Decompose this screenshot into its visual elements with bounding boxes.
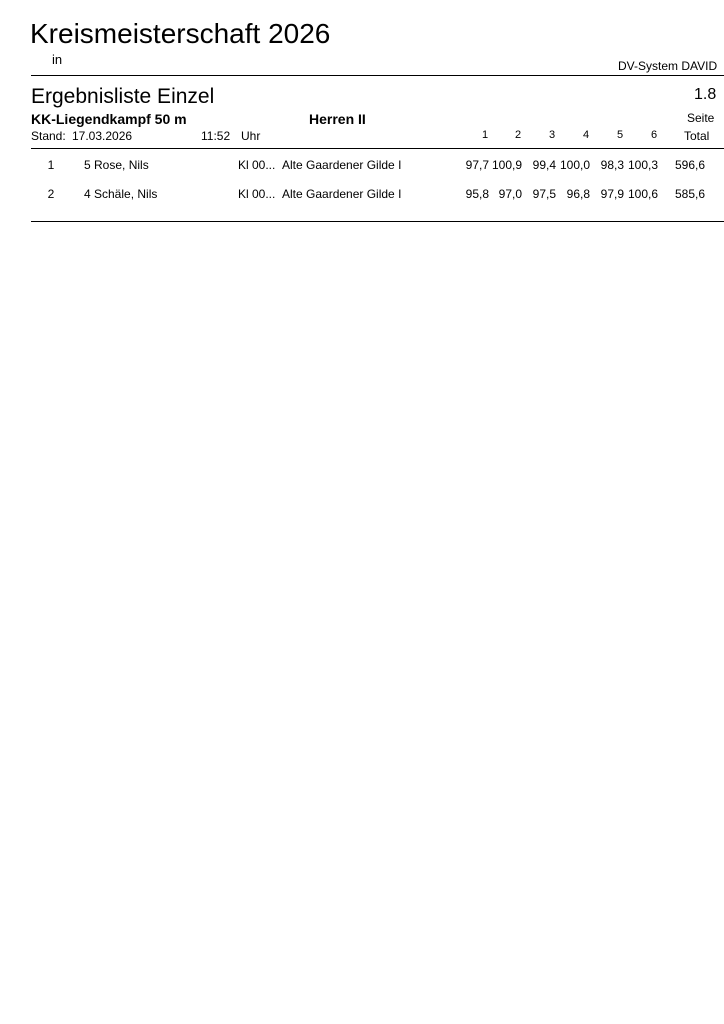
series-5-cell: 98,3 bbox=[600, 158, 624, 172]
stand-date: 17.03.2026 bbox=[72, 129, 133, 143]
series-6-cell: 100,3 bbox=[627, 158, 658, 172]
divider bbox=[31, 221, 724, 222]
page-title: Kreismeisterschaft 2026 bbox=[30, 18, 331, 49]
series-6-cell: 100,6 bbox=[627, 187, 658, 201]
divider bbox=[31, 75, 724, 76]
club-code-cell: Kl 00... bbox=[238, 158, 276, 172]
rank-cell: 1 bbox=[47, 158, 55, 172]
series-3-cell: 97,5 bbox=[532, 187, 556, 201]
series-header-3: 3 bbox=[548, 129, 556, 141]
page-number-label: Seite bbox=[687, 111, 715, 125]
series-4-cell: 100,0 bbox=[559, 158, 590, 172]
location-label: in bbox=[52, 52, 63, 67]
divider bbox=[31, 148, 724, 149]
total-header: Total bbox=[684, 129, 710, 143]
club-code-cell: Kl 00... bbox=[238, 187, 276, 201]
total-cell: 585,6 bbox=[674, 187, 705, 201]
club-cell: Alte Gaardener Gilde I bbox=[282, 187, 402, 201]
system-label: DV-System DAVID bbox=[618, 59, 718, 73]
series-header-1: 1 bbox=[481, 129, 489, 141]
total-cell: 596,6 bbox=[674, 158, 705, 172]
class-label: Herren II bbox=[309, 111, 366, 127]
series-1-cell: 95,8 bbox=[465, 187, 489, 201]
series-header-2: 2 bbox=[514, 129, 522, 141]
club-cell: Alte Gaardener Gilde I bbox=[282, 158, 402, 172]
series-5-cell: 97,9 bbox=[600, 187, 624, 201]
series-header-5: 5 bbox=[616, 129, 624, 141]
series-header-6: 6 bbox=[650, 129, 658, 141]
series-3-cell: 99,4 bbox=[532, 158, 556, 172]
series-1-cell: 97,7 bbox=[465, 158, 489, 172]
series-4-cell: 96,8 bbox=[566, 187, 590, 201]
stand-time: 11:52 bbox=[201, 129, 231, 143]
series-header-4: 4 bbox=[582, 129, 590, 141]
stand-label: Stand: bbox=[31, 129, 66, 143]
stand-time-unit: Uhr bbox=[241, 129, 261, 143]
shooter-name-cell: 5 Rose, Nils bbox=[84, 158, 149, 172]
shooter-name-cell: 4 Schäle, Nils bbox=[84, 187, 158, 201]
list-title: Ergebnisliste Einzel bbox=[31, 85, 215, 108]
discipline-label: KK-Liegendkampf 50 m bbox=[31, 111, 187, 127]
series-2-cell: 100,9 bbox=[491, 158, 522, 172]
rank-cell: 2 bbox=[47, 187, 55, 201]
series-2-cell: 97,0 bbox=[498, 187, 522, 201]
version-label: 1.8 bbox=[694, 86, 717, 103]
